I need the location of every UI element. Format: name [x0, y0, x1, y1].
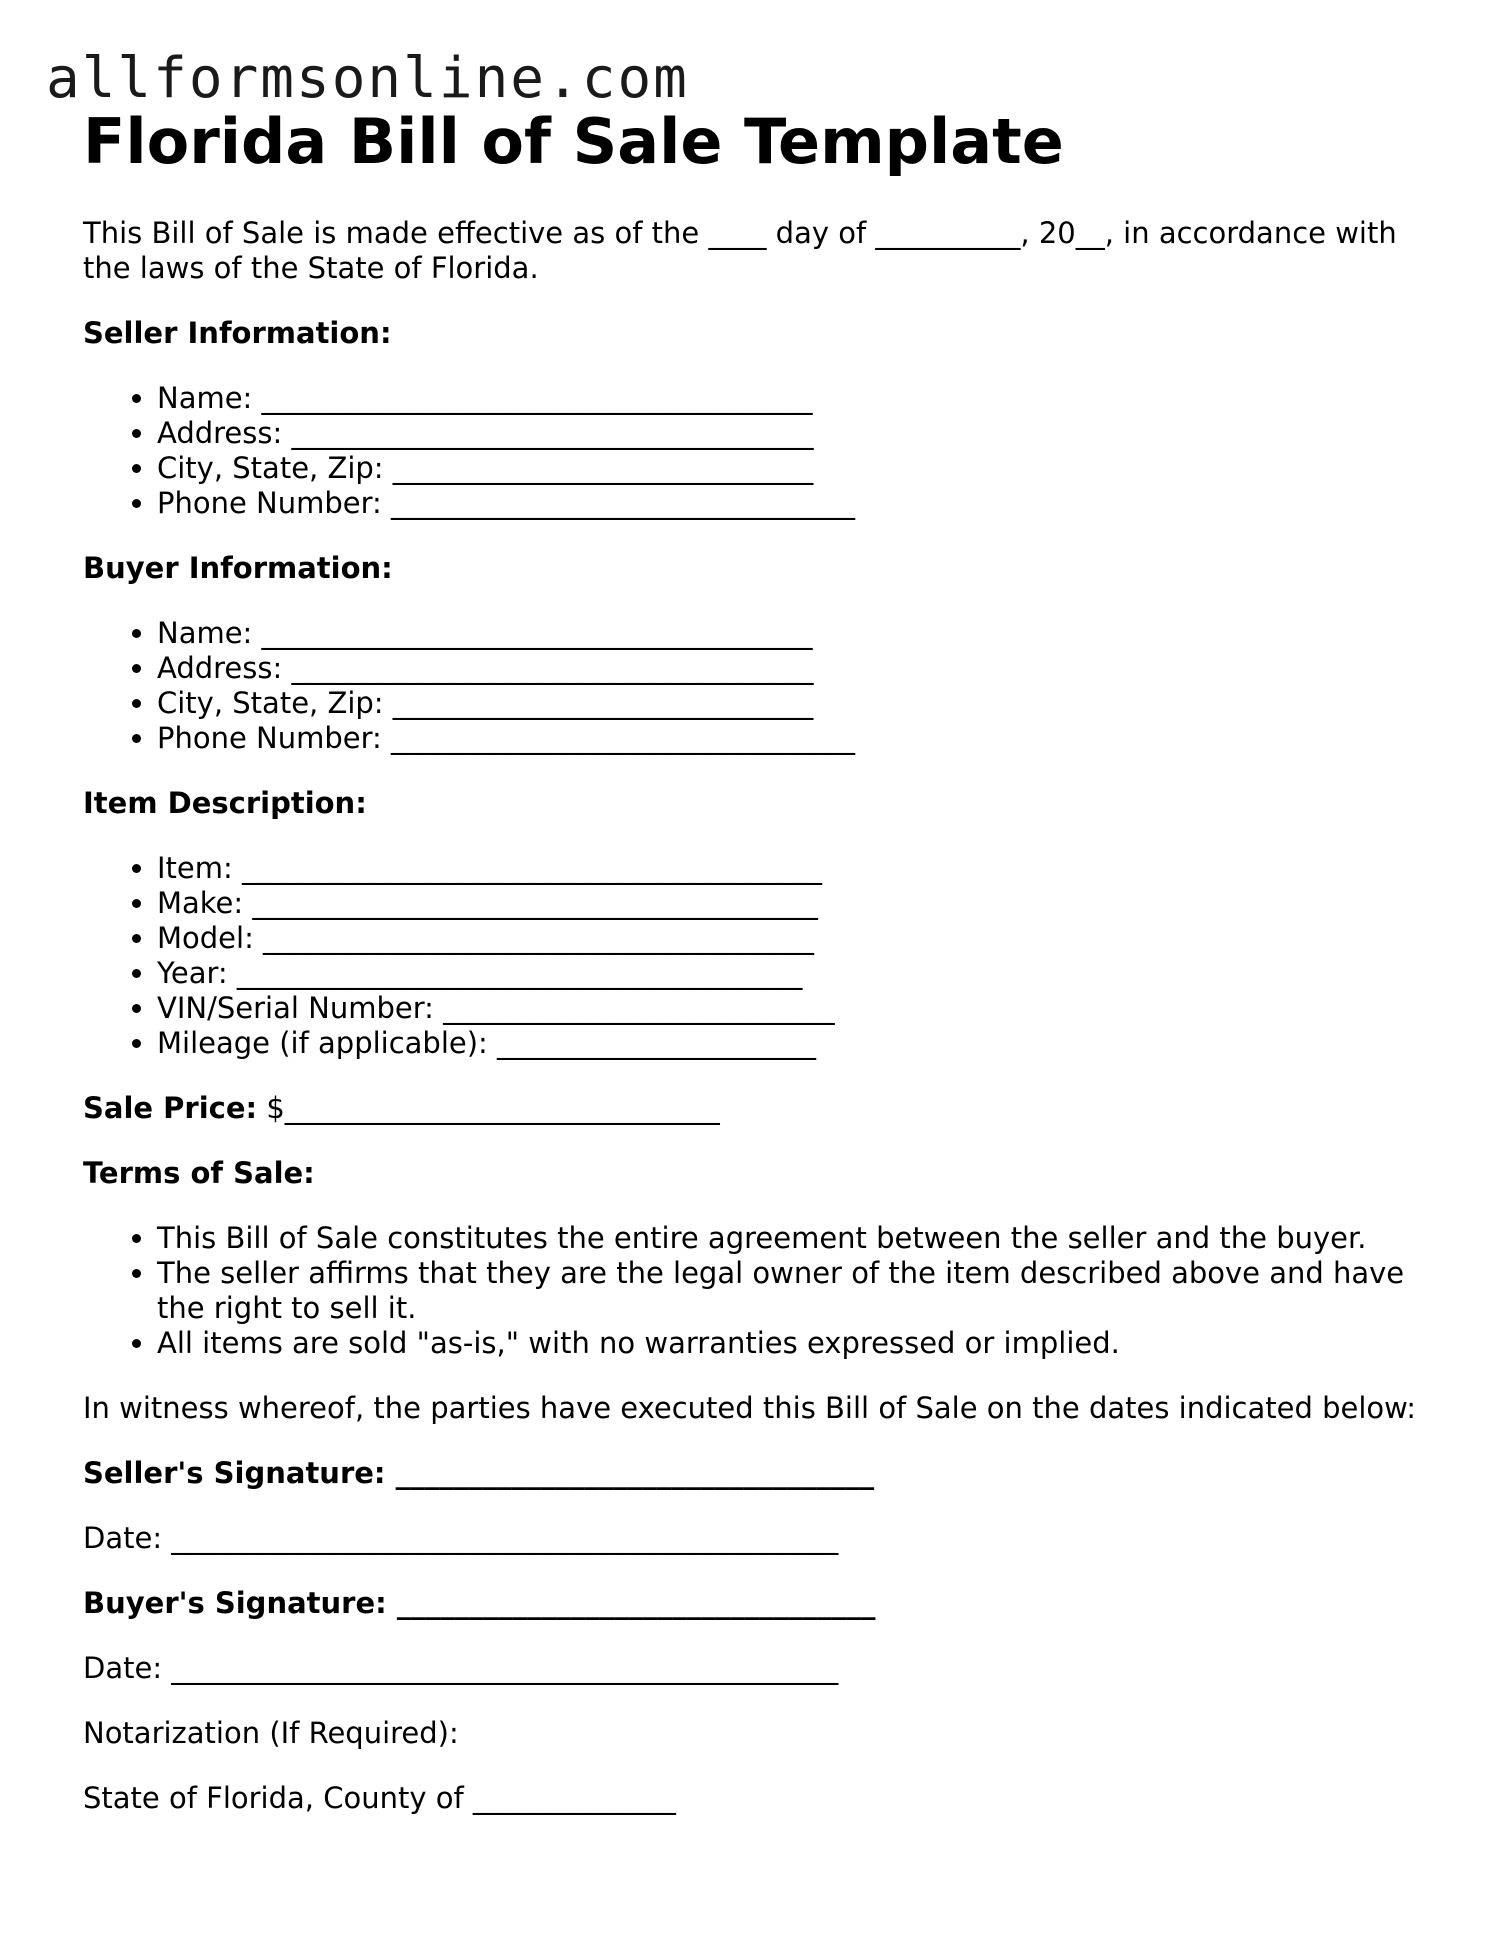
item-heading: Item Description: [83, 786, 367, 820]
buyer-heading: Buyer Information: [83, 551, 393, 585]
buyer-phone-field: • Phone Number: ________________________________ [157, 721, 1443, 756]
buyer-address-field: • Address: ____________________________________ [157, 651, 1443, 686]
witness-paragraph: In witness whereof, the parties have executed this Bill of Sale on the dates indicated below: [83, 1391, 1417, 1425]
buyer-signature-line: Buyer's Signature: _________________________________ [83, 1586, 876, 1620]
item-field-list [83, 851, 1443, 1061]
seller-address-field: • Address: ____________________________________ [157, 416, 1443, 451]
make-field: • Make: _______________________________________ [157, 886, 1443, 921]
mileage-field: • Mileage (if applicable): ______________________ [157, 1026, 1443, 1061]
seller-phone-field: • Phone Number: ________________________________ [157, 486, 1443, 521]
document-page [83, 100, 1443, 1816]
sale-price-label: Sale Price: [83, 1091, 258, 1125]
notarization-heading: Notarization (If Required): [83, 1716, 459, 1750]
seller-city-state-zip-field: • City, State, Zip: _____________________________ [157, 451, 1443, 486]
vin-serial-field: • VIN/Serial Number: ___________________________ [157, 991, 1443, 1026]
buyer-name-field: • Name: ______________________________________ [157, 616, 1443, 651]
item-field: • Item: ________________________________________ [157, 851, 1443, 886]
terms-item: • The seller affirms that they are the legal owner of the item described above and have the right to sell it. [157, 1256, 1443, 1326]
terms-heading: Terms of Sale: [83, 1156, 315, 1190]
terms-item: • This Bill of Sale constitutes the entire agreement between the seller and the buyer. [157, 1221, 1443, 1256]
document-title: Florida Bill of Sale Template [83, 105, 1064, 178]
buyer-city-state-zip-field: • City, State, Zip: _____________________________ [157, 686, 1443, 721]
seller-heading: Seller Information: [83, 316, 392, 350]
model-field: • Model: ______________________________________ [157, 921, 1443, 956]
sale-price-value: $______________________________ [257, 1091, 720, 1125]
seller-name-field: • Name: ______________________________________ [157, 381, 1443, 416]
seller-field-list [83, 381, 1443, 521]
terms-item: • All items are sold "as-is," with no warranties expressed or implied. [157, 1326, 1443, 1361]
watermark-logo: allformsonline.com [46, 46, 689, 111]
intro-paragraph: This Bill of Sale is made effective as of the ____ day of __________, 20__, in accordance with the laws of the State of Florida. [83, 216, 1397, 285]
seller-date-line: Date: ______________________________________________ [83, 1521, 839, 1555]
seller-signature-line: Seller's Signature: _________________________________ [83, 1456, 875, 1490]
terms-list [83, 1221, 1443, 1361]
buyer-field-list [83, 616, 1443, 756]
year-field: • Year: _______________________________________ [157, 956, 1443, 991]
buyer-date-line: Date: ______________________________________________ [83, 1651, 839, 1685]
county-line: State of Florida, County of ______________ [83, 1781, 676, 1815]
sale-price-line [83, 1091, 1443, 1126]
